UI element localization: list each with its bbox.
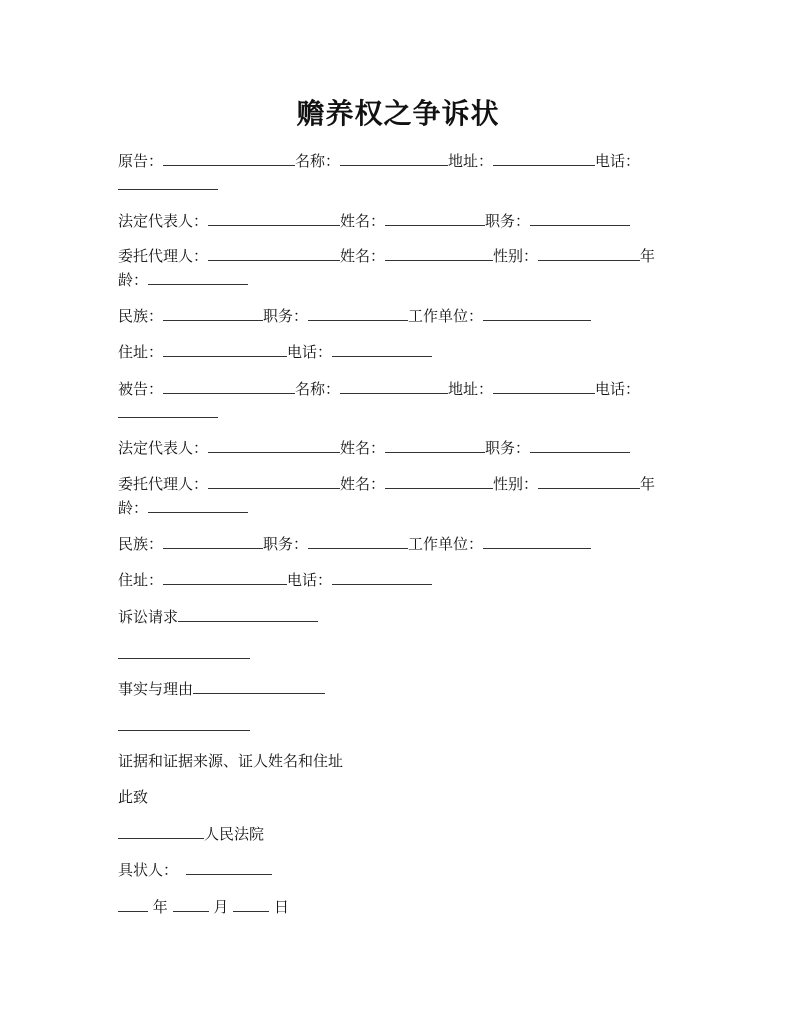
court-suffix: 人民法院 [204, 825, 265, 843]
defendant-line [118, 377, 678, 425]
signer-label: 具状人： [118, 861, 179, 879]
address-blank[interactable] [493, 377, 595, 394]
ethnicity-blank[interactable] [163, 532, 263, 549]
agent-gender-label: 性别： [493, 475, 539, 493]
agent-gender-blank[interactable] [538, 472, 640, 489]
defendant-residence-line [118, 568, 678, 592]
agent-age-label-cont: 龄： [118, 499, 149, 517]
claims-blank-2[interactable] [118, 642, 250, 659]
agent-name-label: 姓名： [340, 247, 386, 265]
ethnicity-label: 民族： [118, 307, 164, 325]
residence-phone-label: 电话： [287, 571, 333, 589]
legal-rep-title-label: 职务： [485, 439, 531, 457]
legal-rep-label: 法定代表人： [118, 212, 209, 230]
defendant-legal-rep-line [118, 436, 678, 460]
residence-phone-label: 电话： [287, 343, 333, 361]
legal-rep-name-blank[interactable] [385, 209, 485, 226]
workplace-label: 工作单位： [408, 535, 484, 553]
agent-name-blank[interactable] [385, 472, 493, 489]
agent-age-label: 年 [640, 475, 656, 493]
workplace-label: 工作单位： [408, 307, 484, 325]
name-label: 名称： [295, 380, 341, 398]
job-label: 职务： [263, 307, 309, 325]
agent-label: 委托代理人： [118, 247, 209, 265]
day-label: 日 [273, 898, 289, 916]
claims-label: 诉讼请求 [118, 608, 179, 626]
agent-age-label-cont: 龄： [118, 271, 149, 289]
month-label: 月 [213, 898, 229, 916]
phone-label: 电话： [595, 380, 641, 398]
agent-gender-blank[interactable] [538, 244, 640, 261]
agent-gender-label: 性别： [493, 247, 539, 265]
agent-blank[interactable] [208, 472, 340, 489]
name-label: 名称： [295, 152, 341, 170]
residence-label: 住址： [118, 571, 164, 589]
residence-phone-blank[interactable] [332, 340, 432, 357]
agent-age-blank[interactable] [148, 268, 248, 285]
year-blank[interactable] [118, 895, 148, 912]
court-line [118, 822, 678, 846]
plaintiff-blank[interactable] [163, 149, 295, 166]
month-blank[interactable] [173, 895, 209, 912]
plaintiff-agent-line [118, 244, 678, 292]
agent-label: 委托代理人： [118, 475, 209, 493]
defendant-agent-line [118, 472, 678, 520]
plaintiff-residence-line [118, 340, 678, 364]
address-label: 地址： [448, 152, 494, 170]
legal-rep-blank[interactable] [208, 436, 340, 453]
plaintiff-line [118, 149, 678, 197]
closing-line: 此致 [118, 788, 149, 806]
agent-age-blank[interactable] [148, 496, 248, 513]
address-label: 地址： [448, 380, 494, 398]
job-blank[interactable] [308, 532, 408, 549]
agent-name-label: 姓名： [340, 475, 386, 493]
plaintiff-label: 原告： [118, 152, 164, 170]
defendant-label: 被告： [118, 380, 164, 398]
plaintiff-ethnicity-line [118, 304, 678, 328]
facts-blank-2[interactable] [118, 714, 250, 731]
signer-line [118, 858, 678, 882]
job-label: 职务： [263, 535, 309, 553]
evidence-line: 证据和证据来源、证人姓名和住址 [118, 752, 344, 770]
residence-phone-blank[interactable] [332, 568, 432, 585]
claims-blank[interactable] [178, 605, 318, 622]
residence-label: 住址： [118, 343, 164, 361]
facts-blank[interactable] [193, 677, 325, 694]
facts-line [118, 677, 678, 701]
address-blank[interactable] [493, 149, 595, 166]
claims-line [118, 605, 678, 629]
phone-blank[interactable] [118, 173, 218, 190]
legal-rep-name-blank[interactable] [385, 436, 485, 453]
legal-rep-blank[interactable] [208, 209, 340, 226]
facts-label: 事实与理由 [118, 680, 194, 698]
ethnicity-blank[interactable] [163, 304, 263, 321]
claims-line-2 [118, 642, 678, 666]
residence-blank[interactable] [163, 340, 287, 357]
year-label: 年 [152, 898, 168, 916]
name-blank[interactable] [340, 149, 448, 166]
legal-rep-label: 法定代表人： [118, 439, 209, 457]
defendant-blank[interactable] [163, 377, 295, 394]
signer-blank[interactable] [186, 858, 272, 875]
job-blank[interactable] [308, 304, 408, 321]
name-blank[interactable] [340, 377, 448, 394]
date-line [118, 895, 678, 919]
facts-line-2 [118, 714, 678, 738]
court-blank[interactable] [118, 822, 204, 839]
legal-rep-title-label: 职务： [485, 212, 531, 230]
phone-label: 电话： [595, 152, 641, 170]
phone-blank[interactable] [118, 401, 218, 418]
plaintiff-legal-rep-line [118, 209, 678, 233]
legal-rep-name-label: 姓名： [340, 212, 386, 230]
agent-age-label: 年 [640, 247, 656, 265]
ethnicity-label: 民族： [118, 535, 164, 553]
document-title: 赡养权之争诉状 [296, 97, 500, 130]
agent-blank[interactable] [208, 244, 340, 261]
legal-rep-name-label: 姓名： [340, 439, 386, 457]
legal-rep-title-blank[interactable] [530, 209, 630, 226]
workplace-blank[interactable] [483, 304, 591, 321]
workplace-blank[interactable] [483, 532, 591, 549]
residence-blank[interactable] [163, 568, 287, 585]
defendant-ethnicity-line [118, 532, 678, 556]
legal-rep-title-blank[interactable] [530, 436, 630, 453]
agent-name-blank[interactable] [385, 244, 493, 261]
day-blank[interactable] [233, 895, 269, 912]
